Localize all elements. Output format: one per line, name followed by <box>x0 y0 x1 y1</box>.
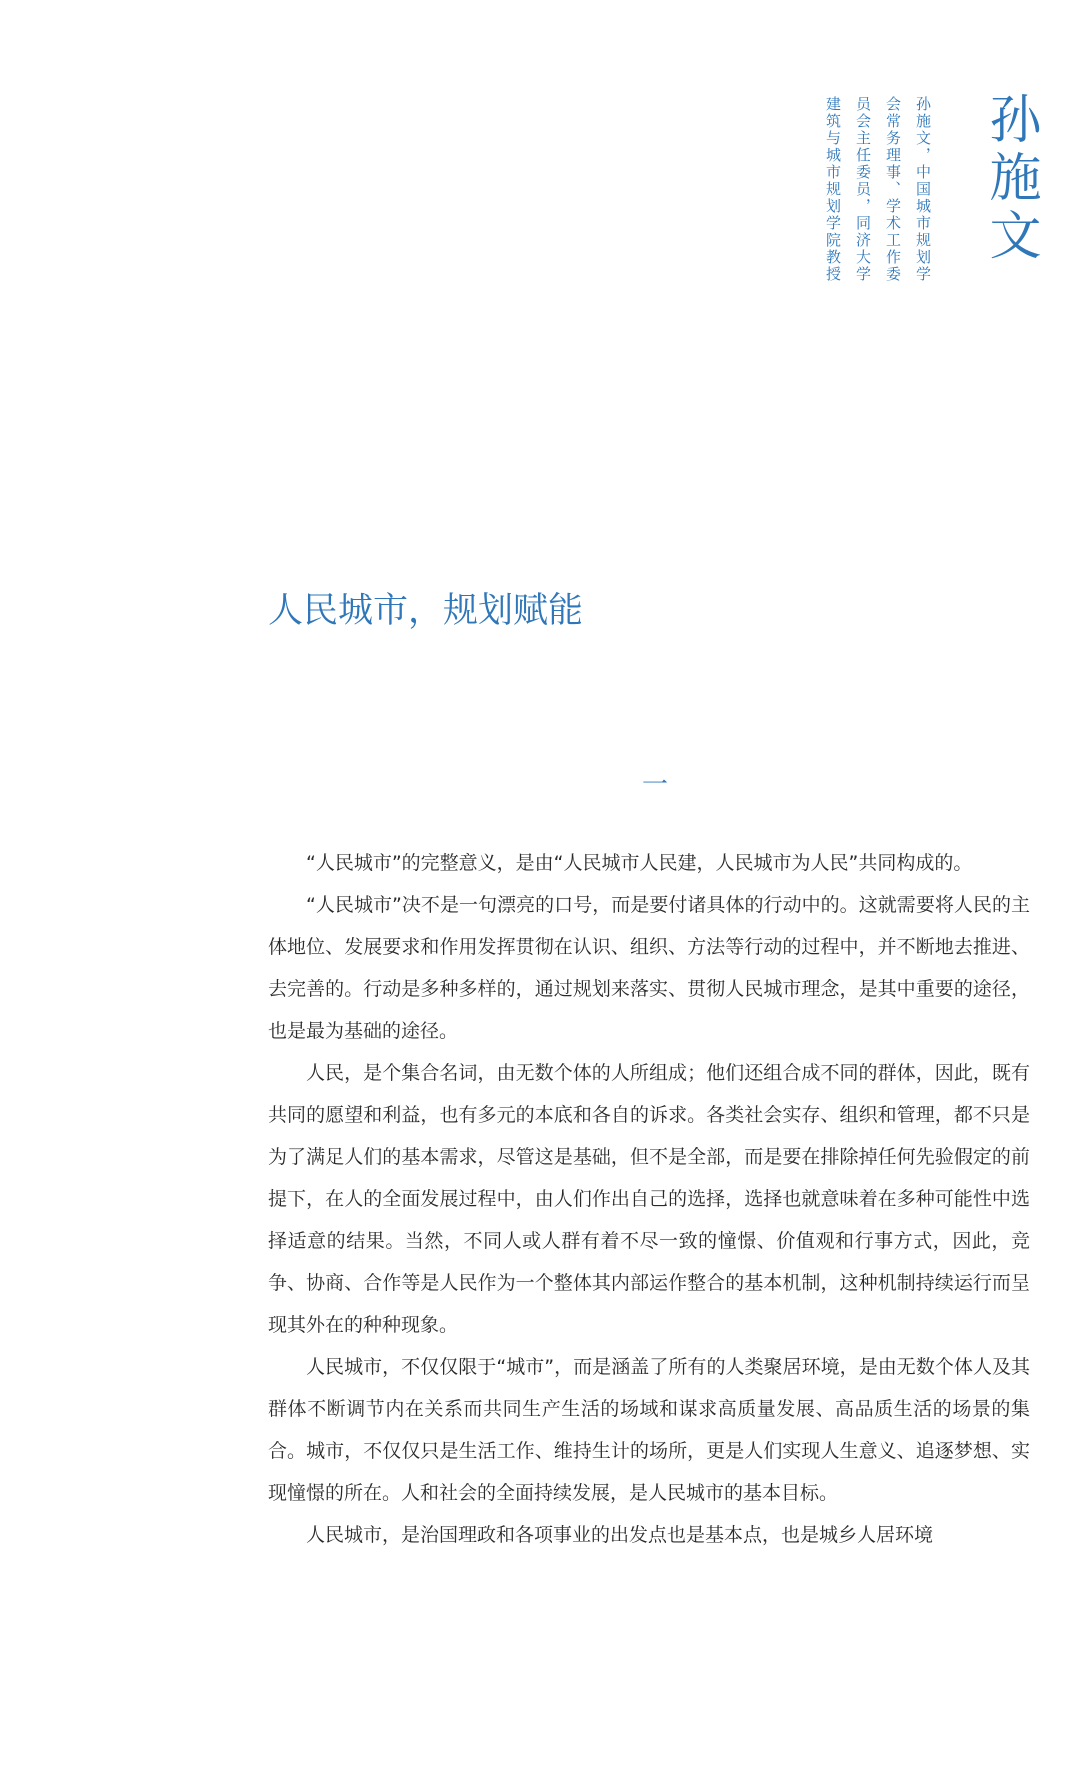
author-bio: 孙施文，中国城市规划学会常务理事、学术工作委员会主任委员，同济大学建筑与城市规划学院教授 <box>824 96 932 283</box>
article-title: 人民城市，规划赋能 <box>268 591 584 631</box>
author-name: 孙施文 <box>980 92 1040 266</box>
body-paragraph: 人民城市，不仅仅限于“城市”，而是涵盖了所有的人类聚居环境，是由无数个体人及其群体不断调节内在关系而共同生产生活的场域和谋求高质量发展、高品质生活的场景的集合。城市，不仅仅只是生活工作、维持生计的场所，更是人们实现人生意义、追逐梦想、实现憧憬的所在。人和社会的全面持续发展，是人民城市的基本目标。 <box>268 1356 1030 1504</box>
body-paragraph: “人民城市”决不是一句漂亮的口号，而是要付诸具体的行动中的。这就需要将人民的主体地位、发展要求和作用发挥贯彻在认识、组织、方法等行动的过程中，并不断地去推进、去完善的。行动是多种多样的，通过规划来落实、贯彻人民城市理念，是其中重要的途径，也是最为基础的途径。 <box>268 894 1030 1042</box>
body-paragraph: “人民城市”的完整意义，是由“人民城市人民建，人民城市为人民”共同构成的。 <box>306 852 973 874</box>
section-marker: 一 <box>641 770 668 800</box>
body-paragraph: 人民城市，是治国理政和各项事业的出发点也是基本点，也是城乡人居环境 <box>306 1524 934 1546</box>
article-body <box>268 842 1030 1556</box>
body-paragraph: 人民，是个集合名词，由无数个体的人所组成；他们还组合成不同的群体，因此，既有共同的愿望和利益，也有多元的本底和各自的诉求。各类社会实存、组织和管理，都不只是为了满足人们的基本需求，尽管这是基础，但不是全部，而是要在排除掉任何先验假定的前提下，在人的全面发展过程中，由人们作出自己的选择，选择也就意味着在多种可能性中选择适意的结果。当然，不同人或人群有着不尽一致的憧憬、价值观和行事方式，因此，竞争、协商、合作等是人民作为一个整体其内部运作整合的基本机制，这种机制持续运行而呈现其外在的种种现象。 <box>268 1062 1030 1336</box>
